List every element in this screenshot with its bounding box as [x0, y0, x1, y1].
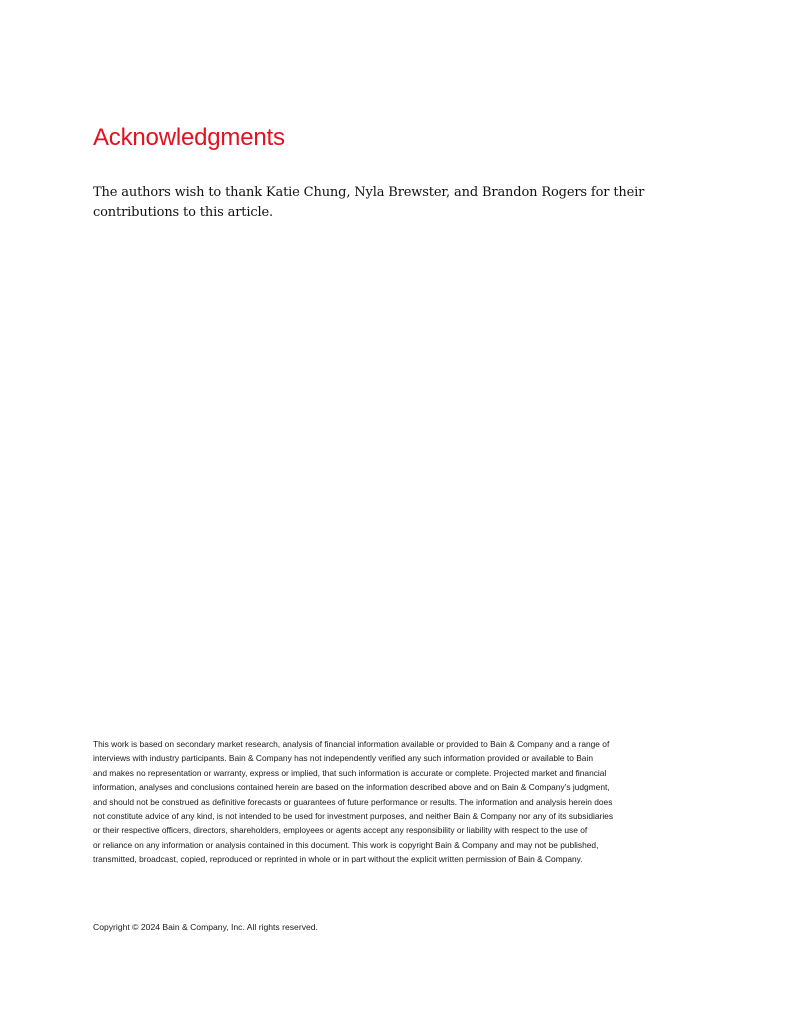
acknowledgment-paragraph: The authors wish to thank Katie Chung, Nyla Brewster, and Brandon Rogers for their contributions to this article.: [93, 185, 645, 220]
disclaimer-line: This work is based on secondary market research, analysis of financial information available or provided to Bain & Company and a range of: [93, 739, 610, 749]
disclaimer-line: information, analyses and conclusions contained herein are based on the information described above and on Bain & Company’s judgment,: [93, 782, 610, 793]
disclaimer-line: and should not be construed as definitive forecasts or guarantees of future performance or results. The information and analysis herein does: [93, 796, 613, 807]
disclaimer-line: not constitute advice of any kind, is not intended to be used for investment purposes, and neither Bain & Company nor any of its subsidiaries: [93, 811, 614, 822]
disclaimer-line: interviews with industry participants. Bain & Company has not independently verified any such information provided or available to Bain: [93, 753, 593, 764]
page-title: Acknowledgments: [93, 124, 285, 151]
disclaimer-line: or their respective officers, directors, shareholders, employees or agents accept any responsibility or liability with respect to the use of: [93, 825, 588, 836]
disclaimer-line: and makes no representation or warranty, express or implied, that such information is accurate or complete. Projected market and financial: [93, 767, 607, 778]
disclaimer-line: transmitted, broadcast, copied, reproduced or reprinted in whole or in part without the explicit written permission of Bain & Company.: [93, 854, 583, 865]
disclaimer-text: [93, 737, 693, 867]
disclaimer-line: or reliance on any information or analysis contained in this document. This work is copyright Bain & Company and may not be published,: [93, 839, 599, 850]
copyright-notice: Copyright © 2024 Bain & Company, Inc. All rights reserved.: [93, 922, 318, 932]
